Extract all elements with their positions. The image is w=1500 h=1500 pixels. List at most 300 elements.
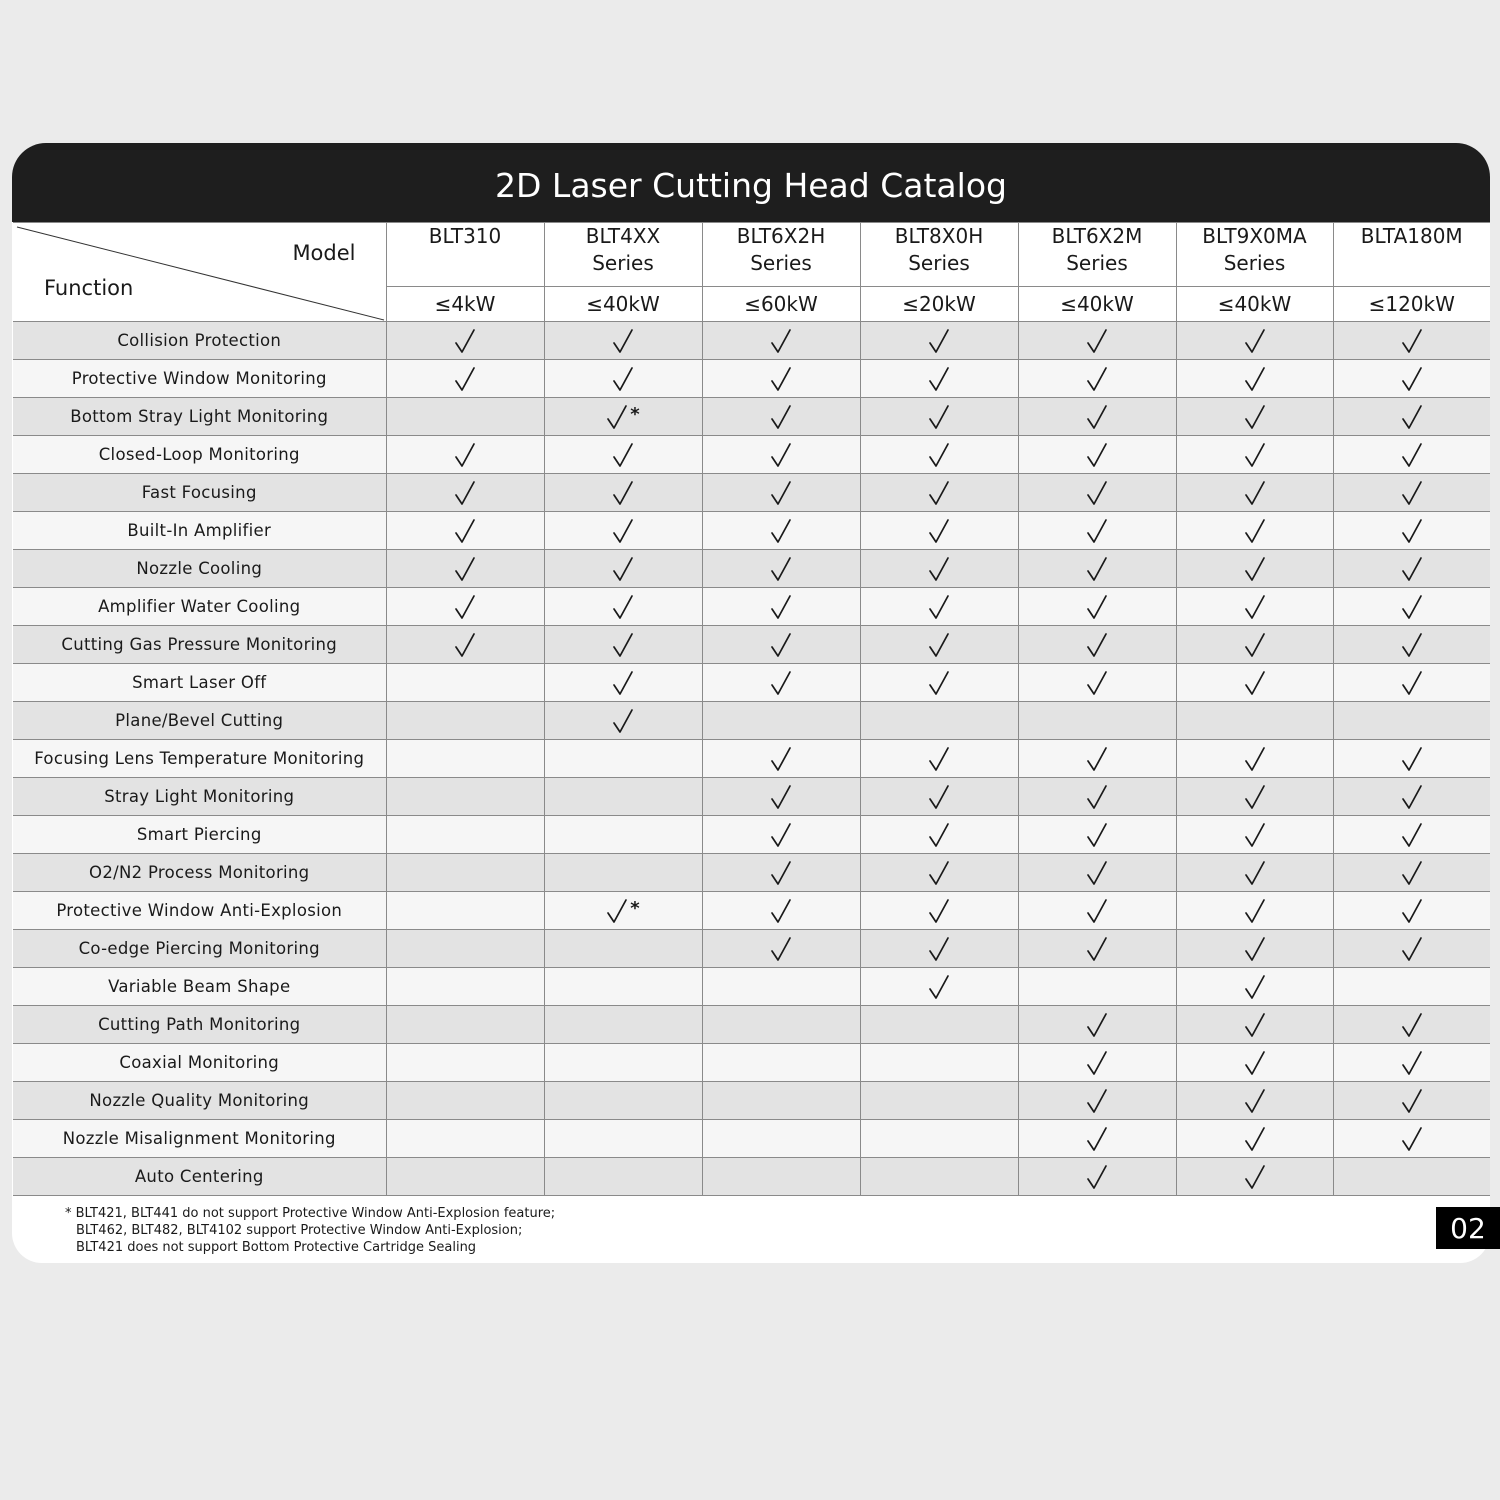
check-icon <box>1086 442 1108 468</box>
support-cell <box>544 322 702 360</box>
support-cell <box>1333 740 1490 778</box>
support-cell <box>1176 1158 1333 1196</box>
check-icon <box>1401 1012 1423 1038</box>
support-cell <box>860 588 1018 626</box>
function-name: Smart Piercing <box>13 816 386 854</box>
table-row <box>13 1158 1490 1196</box>
support-cell <box>386 702 544 740</box>
support-cell <box>386 1082 544 1120</box>
support-cell <box>1333 816 1490 854</box>
check-icon <box>1086 1050 1108 1076</box>
check-icon <box>1086 784 1108 810</box>
table-row <box>13 512 1490 550</box>
check-icon <box>770 442 792 468</box>
model-header-6: BLTA180M <box>1333 223 1490 287</box>
check-icon <box>1086 632 1108 658</box>
support-cell <box>1018 816 1176 854</box>
support-cell <box>1176 436 1333 474</box>
support-cell <box>1176 740 1333 778</box>
support-cell <box>1018 474 1176 512</box>
support-cell <box>544 778 702 816</box>
support-cell <box>386 550 544 588</box>
check-icon <box>928 442 950 468</box>
check-icon <box>1086 328 1108 354</box>
check-icon <box>928 328 950 354</box>
check-icon <box>1086 670 1108 696</box>
table-row <box>13 474 1490 512</box>
function-name: Fast Focusing <box>13 474 386 512</box>
function-name: Stray Light Monitoring <box>13 778 386 816</box>
support-cell <box>1333 398 1490 436</box>
support-cell <box>544 664 702 702</box>
table-row <box>13 1044 1490 1082</box>
model-header-2: BLT6X2H Series <box>702 223 860 287</box>
support-cell <box>1176 1006 1333 1044</box>
support-cell <box>1018 778 1176 816</box>
check-icon <box>612 708 634 734</box>
check-icon <box>1401 328 1423 354</box>
check-icon <box>770 898 792 924</box>
corner-header-cell <box>13 223 386 322</box>
function-name: Protective Window Anti-Explosion <box>13 892 386 930</box>
function-name: Built-In Amplifier <box>13 512 386 550</box>
check-icon <box>1086 518 1108 544</box>
check-icon <box>1401 1050 1423 1076</box>
support-cell <box>1333 588 1490 626</box>
table-row <box>13 1120 1490 1158</box>
support-cell <box>860 398 1018 436</box>
check-icon <box>770 594 792 620</box>
support-cell <box>702 436 860 474</box>
support-cell <box>386 398 544 436</box>
function-name: Bottom Stray Light Monitoring <box>13 398 386 436</box>
support-cell <box>860 664 1018 702</box>
check-icon <box>1244 442 1266 468</box>
check-icon <box>1244 784 1266 810</box>
table-row <box>13 1082 1490 1120</box>
support-cell <box>1333 474 1490 512</box>
support-cell <box>860 854 1018 892</box>
support-cell <box>1333 1120 1490 1158</box>
support-cell <box>1333 968 1490 1006</box>
table-row <box>13 930 1490 968</box>
support-cell <box>386 930 544 968</box>
feature-matrix-table <box>13 222 1490 1196</box>
support-cell <box>702 930 860 968</box>
check-icon <box>454 480 476 506</box>
support-cell <box>386 1044 544 1082</box>
power-rating-6: ≤120kW <box>1333 286 1490 321</box>
check-icon <box>1086 480 1108 506</box>
table-row <box>13 664 1490 702</box>
check-icon <box>1244 632 1266 658</box>
check-icon <box>1244 860 1266 886</box>
function-name: Cutting Gas Pressure Monitoring <box>13 626 386 664</box>
check-icon <box>1401 632 1423 658</box>
support-cell <box>1018 550 1176 588</box>
support-cell <box>702 968 860 1006</box>
check-icon <box>770 404 792 430</box>
support-cell <box>702 360 860 398</box>
check-icon <box>1401 518 1423 544</box>
function-name: Auto Centering <box>13 1158 386 1196</box>
support-cell <box>1176 930 1333 968</box>
support-cell <box>386 1158 544 1196</box>
support-cell <box>1018 1120 1176 1158</box>
support-cell <box>702 1006 860 1044</box>
check-icon <box>770 784 792 810</box>
check-icon <box>928 784 950 810</box>
support-cell <box>544 1044 702 1082</box>
check-icon <box>770 670 792 696</box>
power-rating-1: ≤40kW <box>544 286 702 321</box>
support-cell <box>1333 626 1490 664</box>
check-icon <box>1086 1012 1108 1038</box>
function-name: Nozzle Quality Monitoring <box>13 1082 386 1120</box>
check-icon <box>612 632 634 658</box>
check-icon <box>1086 746 1108 772</box>
support-cell <box>860 968 1018 1006</box>
check-icon <box>612 442 634 468</box>
support-cell <box>860 1044 1018 1082</box>
support-cell <box>702 588 860 626</box>
support-cell <box>544 588 702 626</box>
table-row <box>13 436 1490 474</box>
function-name: Co-edge Piercing Monitoring <box>13 930 386 968</box>
model-header-1: BLT4XX Series <box>544 223 702 287</box>
check-icon <box>1086 366 1108 392</box>
function-name: O2/N2 Process Monitoring <box>13 854 386 892</box>
support-cell <box>544 474 702 512</box>
check-icon <box>928 556 950 582</box>
support-cell <box>1176 778 1333 816</box>
check-icon <box>1244 518 1266 544</box>
support-cell <box>860 626 1018 664</box>
support-cell <box>1176 360 1333 398</box>
support-cell <box>386 626 544 664</box>
support-cell <box>386 436 544 474</box>
support-cell <box>860 550 1018 588</box>
check-icon <box>1244 556 1266 582</box>
support-cell <box>544 816 702 854</box>
table-row <box>13 892 1490 930</box>
check-icon <box>612 366 634 392</box>
check-icon <box>1244 1088 1266 1114</box>
model-axis-label: Model <box>292 241 356 265</box>
support-cell <box>1018 398 1176 436</box>
check-icon <box>928 974 950 1000</box>
support-cell <box>860 436 1018 474</box>
support-cell <box>544 1082 702 1120</box>
table-row <box>13 778 1490 816</box>
support-cell <box>1176 1120 1333 1158</box>
support-cell <box>860 512 1018 550</box>
check-icon <box>1244 898 1266 924</box>
check-icon <box>612 670 634 696</box>
catalog-card <box>12 143 1490 1263</box>
check-icon <box>1244 1012 1266 1038</box>
support-cell <box>702 664 860 702</box>
footnote-marker: * <box>630 898 640 919</box>
check-icon <box>454 556 476 582</box>
check-icon <box>1401 936 1423 962</box>
support-cell <box>386 360 544 398</box>
support-cell <box>386 854 544 892</box>
check-icon <box>1086 822 1108 848</box>
support-cell <box>1018 702 1176 740</box>
support-cell <box>386 892 544 930</box>
check-icon <box>770 518 792 544</box>
support-cell <box>860 816 1018 854</box>
check-icon <box>1086 594 1108 620</box>
support-cell <box>702 1044 860 1082</box>
support-cell <box>702 474 860 512</box>
check-icon <box>1086 860 1108 886</box>
model-header-4: BLT6X2M Series <box>1018 223 1176 287</box>
support-cell <box>1176 1082 1333 1120</box>
support-cell <box>1176 322 1333 360</box>
support-cell <box>1176 1044 1333 1082</box>
support-cell <box>544 436 702 474</box>
function-name: Nozzle Misalignment Monitoring <box>13 1120 386 1158</box>
support-cell <box>860 740 1018 778</box>
check-icon <box>454 442 476 468</box>
support-cell <box>386 778 544 816</box>
check-icon <box>928 898 950 924</box>
support-cell <box>1176 626 1333 664</box>
check-icon <box>928 366 950 392</box>
support-cell <box>1333 550 1490 588</box>
support-cell <box>860 1120 1018 1158</box>
support-cell <box>860 892 1018 930</box>
support-cell <box>1018 1158 1176 1196</box>
support-cell <box>544 626 702 664</box>
table-row <box>13 398 1490 436</box>
table-row <box>13 322 1490 360</box>
check-icon <box>770 556 792 582</box>
check-icon <box>1244 936 1266 962</box>
check-icon <box>770 746 792 772</box>
check-icon <box>1244 594 1266 620</box>
support-cell <box>860 1006 1018 1044</box>
check-icon <box>606 404 628 430</box>
footnote <box>65 1205 555 1256</box>
support-cell <box>702 398 860 436</box>
support-cell <box>544 854 702 892</box>
support-cell <box>860 778 1018 816</box>
support-cell <box>544 968 702 1006</box>
support-cell <box>386 474 544 512</box>
support-cell <box>1018 968 1176 1006</box>
support-cell <box>386 816 544 854</box>
support-cell <box>1333 702 1490 740</box>
support-cell <box>1333 436 1490 474</box>
check-icon <box>1401 480 1423 506</box>
support-cell <box>1176 702 1333 740</box>
support-cell <box>386 512 544 550</box>
support-cell <box>544 360 702 398</box>
check-icon <box>1244 822 1266 848</box>
table-row <box>13 816 1490 854</box>
function-name: Cutting Path Monitoring <box>13 1006 386 1044</box>
support-cell <box>1176 664 1333 702</box>
support-cell <box>860 322 1018 360</box>
support-cell <box>544 1120 702 1158</box>
check-icon <box>1401 670 1423 696</box>
check-icon <box>1244 1126 1266 1152</box>
check-icon <box>1244 328 1266 354</box>
function-name: Closed-Loop Monitoring <box>13 436 386 474</box>
support-cell <box>1018 626 1176 664</box>
support-cell <box>1018 740 1176 778</box>
check-icon <box>1086 1126 1108 1152</box>
support-cell <box>544 398 702 436</box>
check-icon <box>1401 860 1423 886</box>
support-cell <box>386 1120 544 1158</box>
check-icon <box>770 366 792 392</box>
check-icon <box>1244 1164 1266 1190</box>
support-cell <box>544 740 702 778</box>
check-icon <box>1244 480 1266 506</box>
support-cell <box>702 854 860 892</box>
table-row <box>13 702 1490 740</box>
support-cell <box>386 1006 544 1044</box>
check-icon <box>1401 442 1423 468</box>
check-icon <box>1401 1126 1423 1152</box>
check-icon <box>454 518 476 544</box>
support-cell <box>702 1120 860 1158</box>
catalog-title: 2D Laser Cutting Head Catalog <box>12 143 1490 222</box>
function-name: Focusing Lens Temperature Monitoring <box>13 740 386 778</box>
support-cell <box>1018 436 1176 474</box>
function-name: Plane/Bevel Cutting <box>13 702 386 740</box>
footnote-line-1: * BLT421, BLT441 do not support Protective Window Anti-Explosion feature; <box>65 1206 556 1221</box>
support-cell <box>1333 512 1490 550</box>
check-icon <box>454 594 476 620</box>
support-cell <box>544 1158 702 1196</box>
check-icon <box>606 898 628 924</box>
check-icon <box>928 594 950 620</box>
support-cell <box>386 588 544 626</box>
support-cell <box>1333 664 1490 702</box>
support-cell <box>1018 1082 1176 1120</box>
support-cell <box>702 702 860 740</box>
check-icon <box>928 670 950 696</box>
support-cell <box>702 816 860 854</box>
check-icon <box>1244 1050 1266 1076</box>
support-cell <box>702 1082 860 1120</box>
support-cell <box>386 322 544 360</box>
support-cell <box>1018 512 1176 550</box>
function-name: Amplifier Water Cooling <box>13 588 386 626</box>
support-cell <box>1018 1006 1176 1044</box>
support-cell <box>1018 664 1176 702</box>
function-name: Collision Protection <box>13 322 386 360</box>
table-row <box>13 740 1490 778</box>
support-cell <box>702 1158 860 1196</box>
power-rating-0: ≤4kW <box>386 286 544 321</box>
support-cell <box>702 778 860 816</box>
support-cell <box>702 512 860 550</box>
support-cell <box>860 1082 1018 1120</box>
support-cell <box>386 968 544 1006</box>
function-name: Protective Window Monitoring <box>13 360 386 398</box>
support-cell <box>860 360 1018 398</box>
check-icon <box>454 328 476 354</box>
check-icon <box>1401 822 1423 848</box>
support-cell <box>1018 854 1176 892</box>
check-icon <box>612 480 634 506</box>
support-cell <box>702 550 860 588</box>
check-icon <box>1244 404 1266 430</box>
power-rating-5: ≤40kW <box>1176 286 1333 321</box>
check-icon <box>1086 898 1108 924</box>
function-axis-label: Function <box>44 276 134 300</box>
footnote-marker: * <box>630 404 640 425</box>
check-icon <box>612 328 634 354</box>
support-cell <box>1333 360 1490 398</box>
support-cell <box>544 930 702 968</box>
check-icon <box>928 404 950 430</box>
check-icon <box>1244 670 1266 696</box>
support-cell <box>860 702 1018 740</box>
check-icon <box>1086 404 1108 430</box>
check-icon <box>928 822 950 848</box>
support-cell <box>1333 1082 1490 1120</box>
support-cell <box>1018 322 1176 360</box>
check-icon <box>1401 556 1423 582</box>
model-header-row <box>13 223 1490 287</box>
support-cell <box>1176 398 1333 436</box>
check-icon <box>1086 556 1108 582</box>
check-icon <box>454 632 476 658</box>
check-icon <box>928 632 950 658</box>
power-rating-3: ≤20kW <box>860 286 1018 321</box>
support-cell <box>1333 1006 1490 1044</box>
function-name: Nozzle Cooling <box>13 550 386 588</box>
support-cell <box>860 930 1018 968</box>
support-cell <box>860 474 1018 512</box>
support-cell <box>544 1006 702 1044</box>
power-rating-4: ≤40kW <box>1018 286 1176 321</box>
support-cell <box>1176 474 1333 512</box>
check-icon <box>928 480 950 506</box>
check-icon <box>928 518 950 544</box>
check-icon <box>454 366 476 392</box>
support-cell <box>386 664 544 702</box>
support-cell <box>1176 512 1333 550</box>
check-icon <box>1401 404 1423 430</box>
check-icon <box>1401 1088 1423 1114</box>
feature-rows <box>13 322 1490 1196</box>
support-cell <box>1333 322 1490 360</box>
check-icon <box>1086 1088 1108 1114</box>
check-icon <box>612 594 634 620</box>
function-name: Coaxial Monitoring <box>13 1044 386 1082</box>
check-icon <box>1401 594 1423 620</box>
check-icon <box>1244 366 1266 392</box>
support-cell <box>1333 778 1490 816</box>
support-cell <box>702 740 860 778</box>
support-cell <box>1176 892 1333 930</box>
support-cell <box>544 550 702 588</box>
support-cell <box>1018 360 1176 398</box>
support-cell <box>544 702 702 740</box>
support-cell <box>702 626 860 664</box>
check-icon <box>612 556 634 582</box>
function-name: Smart Laser Off <box>13 664 386 702</box>
support-cell <box>1018 588 1176 626</box>
